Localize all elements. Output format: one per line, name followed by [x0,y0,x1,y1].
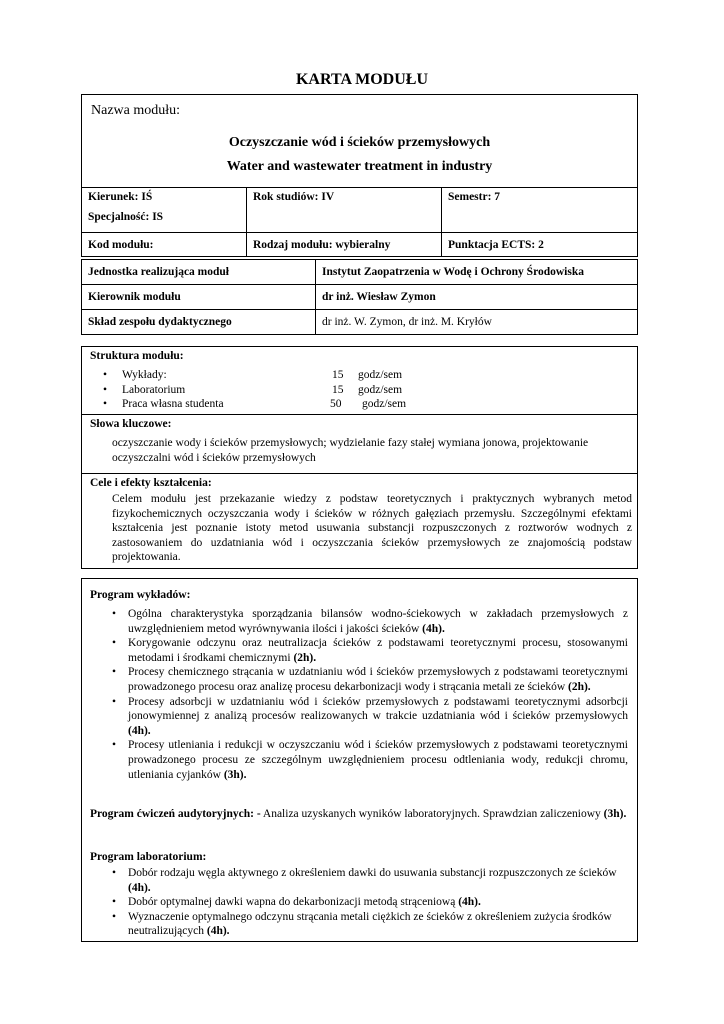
structure-item-name: Laboratorium [122,383,186,396]
structure-item [82,383,637,398]
program-box [81,578,638,942]
keywords-title: Słowa kluczowe: [90,418,172,430]
lecture-item [88,607,628,636]
divider [82,414,637,415]
lab-item [88,895,618,910]
kierunek: Kierunek: IŚ [88,191,153,203]
lecture-hours: (4h). [128,724,151,737]
structure-item-unit: godz/sem [358,369,403,381]
lab-hours: (4h). [206,925,230,938]
lectures-title: Program wykładów: [90,589,191,601]
lecture-hours: (4h). [422,622,445,635]
info-table [81,187,638,257]
exercises-hours: (3h). [603,808,627,820]
lab-item [88,866,618,895]
specjalnosc: Specjalność: IS [88,211,164,223]
structure-item-name: Praca własna studenta [122,398,224,410]
lab-hours: (4h). [458,896,481,909]
lab-item [88,910,618,939]
module-name-box [81,94,638,188]
keywords-text: oczyszczanie wody i ścieków przemysłowych; wydzielanie fazy stałej wymiana jonowa, projektowanie oczyszczalni wód i ścieków przemysłowych [112,437,589,464]
lab-text: Dobór optymalnej dawki wapna do dekarbonizacji metodą strąceniową [128,896,459,909]
lecture-text: Korygowanie odczynu oraz neutralizacja ścieków z podstawami teoretycznymi procesu, stosowanymi metodami i środkami chemicznymi [128,637,628,664]
structure-box [81,346,638,569]
sklad-value: dr inż. W. Zymon, dr inż. M. Kryłów [316,310,638,335]
structure-item-unit: godz/sem [362,398,407,410]
lecture-hours: (2h). [568,680,591,693]
sklad-label: Skład zespołu dydaktycznego [82,310,316,335]
lab-text: Wyznaczenie optymalnego odczynu strącania metali ciężkich ze ścieków z określeniem zużycia środków neutralizujących [128,910,612,938]
lecture-hours: (2h). [293,651,317,664]
structure-item-hours: 50 [330,398,342,410]
structure-title: Struktura modułu: [90,350,184,362]
unit-table [81,259,638,335]
module-name-label: Nazwa modułu: [91,103,181,118]
labs-title: Program laboratorium: [90,851,207,863]
structure-item [82,397,637,412]
lecture-item [88,695,628,739]
page-title: KARTA MODUŁU [295,71,429,88]
kod-modulu: Kod modułu: [82,233,247,257]
kierownik-label: Kierownik modułu [82,285,316,310]
module-name-pl: Oczyszczanie wód i ścieków przemysłowych [228,135,491,150]
labs-list [88,866,618,939]
lecture-text: Procesy adsorbcji w uzdatnianiu wód i ścieków przemysłowych z podstawami teoretycznymi adsorbcji jonowymiennej z analizą procesów realizowanych w trakcie uzdatniania wód i ścieków przemysłowych [128,695,628,723]
divider [82,473,637,474]
exercises-text: Analiza uzyskanych wyników laboratoryjnych. Sprawdzian zaliczeniowy [260,808,604,820]
structure-item [82,368,637,383]
exercises-title: Program ćwiczeń audytoryjnych: - [90,808,261,820]
lab-text: Dobór rodzaju węgla aktywnego z określeniem dawki do usuwania substancji rozpuszczonych ze ścieków [128,867,617,879]
exercises [90,807,654,822]
structure-item-hours: 15 [332,369,344,381]
structure-list [82,368,637,412]
lecture-item [88,636,628,665]
lecture-item [88,665,628,694]
kierunek-cell [82,188,247,233]
lecture-hours: (3h). [223,768,247,781]
lecture-text: Procesy chemicznego strącania w uzdatnianiu wód i ścieków przemysłowych z podstawami teoretycznymi prowadzonego procesu oraz analizę procesu dekarbonizacji wody i strącania metali ze ścieków [128,666,628,693]
structure-item-unit: godz/sem [358,383,403,396]
rok-studiow: Rok studiów: IV [247,188,442,233]
kierownik-value: dr inż. Wiesław Zymon [316,285,638,310]
goals-text: Celem modułu jest przekazanie wiedzy z podstaw teoretycznych i praktycznych wybranych metod fizykochemicznych oczyszczania wody i ścieków w różnych gałęziach przemysłu. Szczególnymi efektami kształcenia jest poznanie istoty metod usuwania substancji rozpuszczonych z roztworów wodnych z zastosowaniem do uzdatniania wód i oczyszczania ścieków przemysłowych ze znajomością podstaw projektowania. [112,493,632,563]
lecture-text: Ogólna charakterystyka sporządzania bilansów wodno-ściekowych w zakładach przemysłowych z uwzględnieniem metod wyrównywania ilości i jakości ścieków [128,608,628,635]
goals-title: Cele i efekty kształcenia: [90,477,212,489]
lecture-item [88,738,628,782]
structure-item-name: Wykłady: [122,369,167,381]
punktacja-ects: Punktacja ECTS: 2 [442,233,638,257]
rodzaj-modulu: Rodzaj modułu: wybieralny [247,233,442,257]
lectures-list [88,607,628,782]
jednostka-label: Jednostka realizująca moduł [82,260,316,285]
structure-item-hours: 15 [332,383,344,396]
semestr: Semestr: 7 [442,188,638,233]
jednostka-value: Instytut Zaopatrzenia w Wodę i Ochrony Środowiska [316,260,638,285]
lecture-text: Procesy utleniania i redukcji w oczyszczaniu wód i ścieków przemysłowych z podstawami teoretycznymi prowadzonego procesu ze szczególnym uwzględnieniem procesu odtleniania wody, redukcji chromu, utleniania cyjanków [128,739,628,781]
module-name-en: Water and wastewater treatment in industry [226,159,493,174]
lab-hours: (4h). [128,881,151,894]
